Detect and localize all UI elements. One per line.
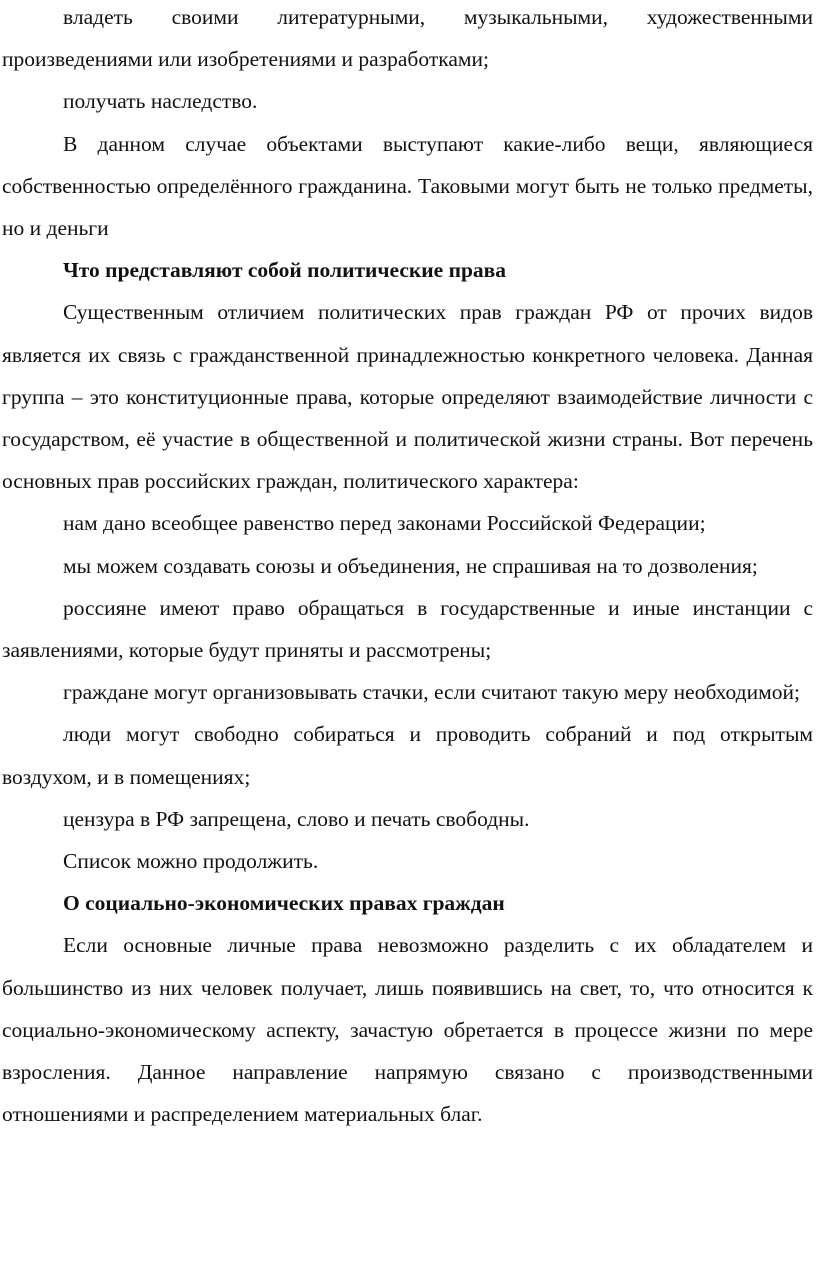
list-item-assembly: люди могут свободно собираться и проводить собраний и под открытым воздухом, и в помещениях; [2, 722, 813, 789]
paragraph-list-continues: Список можно продолжить. [63, 849, 319, 874]
heading-political-rights: Что представляют собой политические права [63, 258, 507, 283]
list-item-appeals: россияне имеют право обращаться в государственные и иные инстанции с заявлениями, которые будут приняты и рассмотрены; [2, 595, 813, 663]
list-item-unions: мы можем создавать союзы и объединения, не спрашивая на то дозволения; [63, 553, 758, 578]
list-item-equality: нам дано всеобщее равенство перед законами Российской Федерации; [63, 511, 706, 536]
paragraph-political-rights-intro: Существенным отличием политических прав граждан РФ от прочих видов является их связь с гражданственной принадлежностью конкретного человека. Данная группа – это конституционные права, которые определяют взаимодействие личности с государством, её участие в общественной и политической жизни страны. Вот перечень основных прав российских граждан, политического характера: [2, 300, 813, 494]
paragraph-inheritance-item: получать наследство. [63, 89, 258, 114]
paragraph-objects-description: В данном случае объектами выступают какие-либо вещи, являющиеся собственностью определённого гражданина. Таковыми могут быть не только предметы, но и деньги [2, 131, 813, 241]
list-item-censorship: цензура в РФ запрещена, слово и печать свободны. [63, 806, 530, 831]
paragraph-property-rights-item: владеть своими литературными, музыкальными, художественными произведениями или изобретениями и разработками; [2, 5, 813, 72]
heading-socio-economic-rights: О социально-экономических правах граждан [63, 891, 505, 916]
paragraph-socio-economic-rights: Если основные личные права невозможно разделить с их обладателем и большинство из них человек получает, лишь появившись на свет, то, что относится к социально-экономическому аспекту, зачастую обретается в процессе жизни по мере взросления. Данное направление напрямую связано с производственными отношениями и распределением материальных благ. [2, 933, 813, 1127]
list-item-strikes: граждане могут организовывать стачки, если считают такую меру необходимой; [63, 680, 800, 705]
